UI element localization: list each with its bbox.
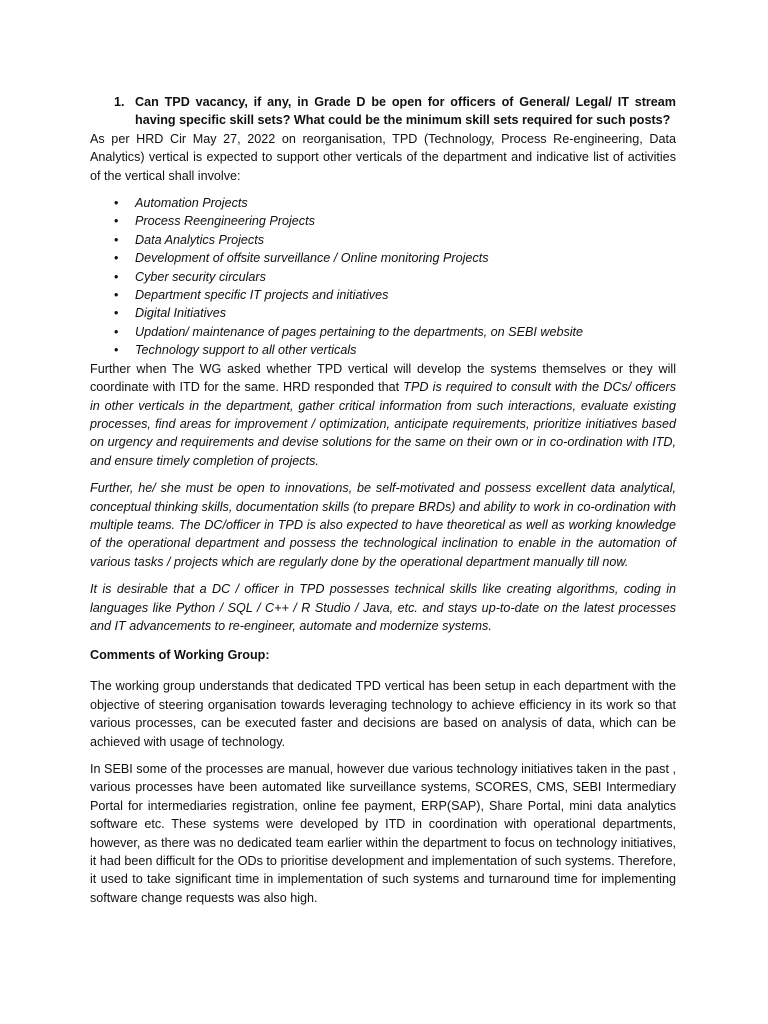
list-item [114, 286, 676, 304]
list-item [114, 249, 676, 267]
comments-heading: Comments of Working Group: [90, 648, 270, 663]
list-item [114, 212, 676, 230]
list-item-text: Automation Projects [135, 196, 248, 211]
bullet-icon: • [114, 306, 119, 321]
bullet-icon: • [114, 232, 119, 247]
hrd-response-text: TPD is required to consult with the DCs/ officers in other verticals in the department, gather critical information from such interactions, evaluate existing processes, find areas for improvement / optimization, anticipate requirements, prioritize initiatives based on urgency and requirements and devise solutions for the same on their own or in co-ordination with ITD, and ensure timely completion of projects. [90, 380, 676, 468]
wg-query-paragraph [90, 360, 676, 470]
list-item-text: Department specific IT projects and initiatives [135, 288, 389, 303]
list-item-text: Cyber security circulars [135, 269, 266, 284]
document-page [90, 93, 676, 907]
bullet-icon: • [114, 196, 119, 211]
wg-query-text: Further when The WG asked whether TPD vertical will develop the systems themselves or they will coordinate with ITD for the same. HRD responded that [90, 361, 676, 395]
list-item-text: Process Reengineering Projects [135, 214, 315, 229]
list-item [114, 194, 676, 212]
list-item [114, 304, 676, 322]
wg-understanding-paragraph: The working group understands that dedicated TPD vertical has been setup in each department with the objective of steering organisation towards leveraging technology to achieve efficiency in its work so that various processes, can be executed faster and decisions are based on analysis of data, which can be achieved with usage of technology. [90, 679, 676, 749]
bullet-icon: • [114, 343, 119, 358]
skills-paragraph: Further, he/ she must be open to innovations, be self-motivated and possess excellent data analytical, conceptual thinking skills, documentation skills (to prepare BRDs) and ability to work in co-ordination with multiple teams. The DC/officer in TPD is also expected to have theoretical as well as working knowledge of the operational department and possess the technological inclination to enable in the automation of various tasks / projects which are regularly done by the operational department manually till now. [90, 481, 676, 569]
activity-list [90, 194, 676, 360]
bullet-icon: • [114, 214, 119, 229]
list-item-text: Digital Initiatives [135, 306, 226, 321]
sebi-systems-paragraph: In SEBI some of the processes are manual, however due various technology initiatives taken in the past , various processes have been automated like surveillance systems, SCORES, CMS, SEBI Intermediary Portal for intermediaries registration, online fee payment, ERP(SAP), Share Portal, mini data analytics software etc. These systems were developed by ITD in coordination with operational departments, however, as there was no dedicated team earlier within the department to focus on technology initiatives, it had been difficult for the ODs to prioritise development and implementation of such systems. Therefore, it used to take significant time in implementation of such systems and turnaround time for implementing software change requests was also high. [90, 762, 676, 905]
technical-skills-paragraph: It is desirable that a DC / officer in TPD possesses technical skills like creating algorithms, coding in languages like Python / SQL / C++ / R Studio / Java, etc. and stays up-to-date on the latest processes and IT advancements to re-engineer, automate and modernize systems. [90, 582, 676, 633]
question-item [114, 93, 676, 130]
bullet-icon: • [114, 269, 119, 284]
question-text: Can TPD vacancy, if any, in Grade D be open for officers of General/ Legal/ IT stream having specific skill sets? What could be the minimum skill sets required for such posts? [135, 95, 676, 128]
list-item-text: Data Analytics Projects [135, 232, 265, 247]
intro-paragraph: As per HRD Cir May 27, 2022 on reorganisation, TPD (Technology, Process Re-engineering, Data Analytics) vertical is expected to support other verticals of the department and indicative list of activities of the vertical shall involve: [90, 131, 676, 183]
bullet-icon: • [114, 251, 119, 266]
list-item [114, 231, 676, 249]
question-number: 1. [114, 95, 125, 109]
list-item [114, 341, 676, 359]
bullet-icon: • [114, 324, 119, 339]
list-item-text: Development of offsite surveillance / Online monitoring Projects [135, 251, 489, 266]
list-item-text: Technology support to all other verticals [135, 343, 357, 358]
bullet-icon: • [114, 288, 119, 303]
list-item-text: Updation/ maintenance of pages pertaining to the departments, on SEBI website [135, 324, 584, 339]
list-item [114, 323, 676, 341]
list-item [114, 268, 676, 286]
